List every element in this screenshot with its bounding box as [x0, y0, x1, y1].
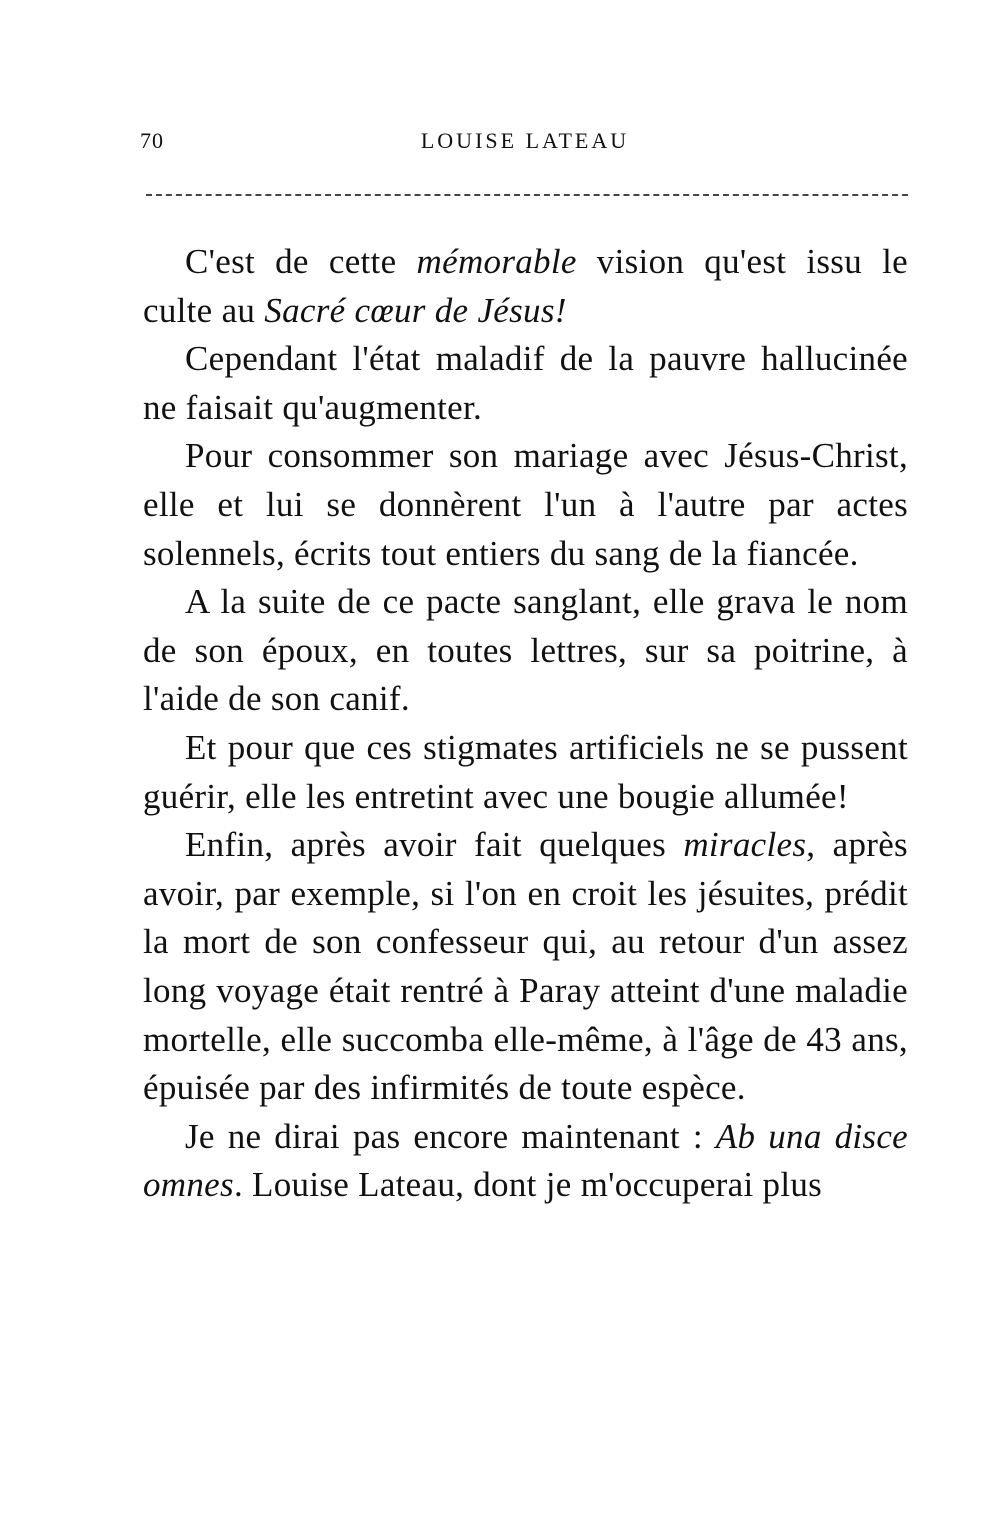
paragraph-3: Pour consommer son mariage avec Jésus-Christ, elle et lui se donnèrent l'un à l'autre par actes solennels, écrits tout entiers du sang de la fiancée.	[143, 436, 908, 573]
paragraph-2: Cependant l'état maladif de la pauvre hallucinée ne faisait qu'augmenter.	[143, 339, 908, 427]
text-run: C'est de cette	[185, 242, 417, 281]
page-number: 70	[140, 128, 164, 153]
paragraph-7	[143, 1113, 908, 1210]
page-header	[140, 128, 910, 168]
text-run: Je ne dirai pas encore maintenant :	[185, 1116, 716, 1156]
paragraph-6	[143, 821, 908, 1113]
header-rule	[146, 194, 908, 196]
italic-text: miracles	[683, 825, 807, 865]
body-text	[143, 238, 908, 1210]
running-title: LOUISE LATEAU	[420, 128, 630, 153]
italic-text: Sacré cœur de Jésus!	[264, 290, 567, 330]
paragraph-1	[143, 238, 908, 335]
text-run: . Louise Lateau, dont je m'occuperai plus	[233, 1165, 823, 1205]
italic-text: mémorable	[416, 242, 577, 281]
text-run: , après avoir, par exemple, si l'on en croit les jésuites, prédit la mort de son confesseur qui, au retour d'un assez long voyage était rentré à Paray atteint d'une maladie mortelle, elle succomba elle-même, à l'âge de 43 ans, épuisée par des infirmités de toute espèce.	[143, 825, 908, 1108]
paragraph-4: A la suite de ce pacte sanglant, elle grava le nom de son époux, en toutes lettres, sur sa poitrine, à l'aide de son canif.	[143, 582, 908, 719]
italic-text: Ab una disce omnes	[143, 1116, 908, 1205]
text-run: Enfin, après avoir fait quelques	[185, 825, 684, 865]
paragraph-5: Et pour que ces stigmates artificiels ne se pussent guérir, elle les entretint avec une bougie allumée!	[143, 727, 908, 816]
text-run: vision qu'est issu le culte au	[143, 242, 908, 330]
